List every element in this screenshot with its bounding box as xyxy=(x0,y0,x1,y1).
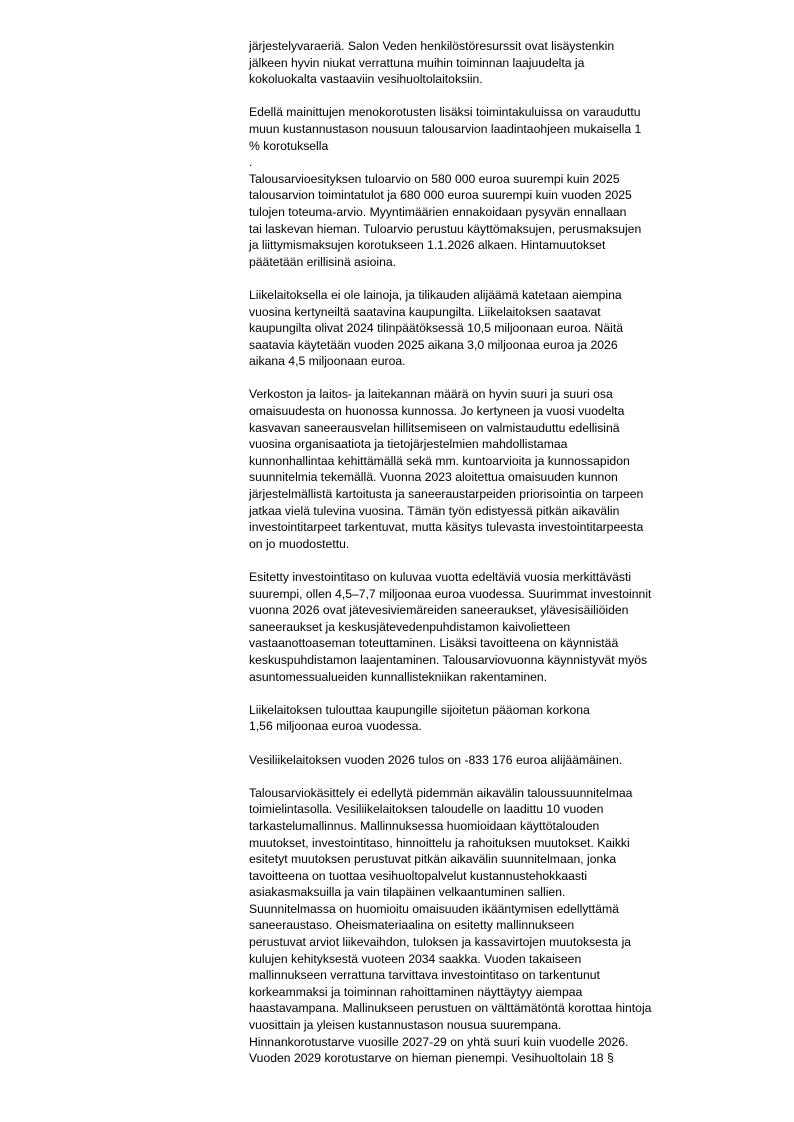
text-line: kaupungilta olivat 2024 tilinpäätöksessä 10,5 miljoonaan euroa. Näitä xyxy=(249,321,623,336)
text-line: tavoitteena on tuottaa vesihuoltopalvelut kustannustehokkaasti xyxy=(249,868,588,883)
text-line: korkeammaksi ja toiminnan rahoittaminen näyttäytyy aiempaa xyxy=(249,984,583,999)
paragraph xyxy=(249,104,741,270)
text-line: kunnonhallintaa kehittämällä sekä mm. kuntoarvioita ja kunnossapidon xyxy=(249,453,630,468)
text-line: jatkaa vielä tulevina vuosina. Tämän työn edistyessä pitkän aikavälin xyxy=(249,503,620,518)
text-line: Verkoston ja laitos- ja laitekannan määrä on hyvin suuri ja suuri osa xyxy=(249,387,613,402)
paragraph xyxy=(249,38,741,88)
paragraph xyxy=(249,785,741,1067)
text-line: omaisuudesta on huonossa kunnossa. Jo kertyneen ja vuosi vuodelta xyxy=(249,404,625,419)
text-line: aikana 4,5 miljoonaan euroa. xyxy=(249,354,406,369)
text-line: 1,56 miljoonaa euroa vuodessa. xyxy=(249,719,422,734)
paragraph xyxy=(249,287,741,370)
text-line: kulujen kehityksestä vuoteen 2034 saakka. Vuoden takaiseen xyxy=(249,951,582,966)
text-line: Liikelaitoksella ei ole lainoja, ja tilikauden alijäämä katetaan aiempina xyxy=(249,287,622,302)
text-line: vuosittain ja yleisen kustannustason nousua suurempana. xyxy=(249,1018,562,1033)
text-line: kokoluokalta vastaaviin vesihuoltolaitoksiin. xyxy=(249,72,483,87)
text-line: perustuvat arviot liikevaihdon, tuloksen ja kassavirtojen muutoksesta ja xyxy=(249,935,632,950)
paragraph xyxy=(249,752,741,769)
text-line: saneeraustaso. Oheismateriaalina on esitetty mallinnukseen xyxy=(249,918,575,933)
text-line: Suunnitelmassa on huomioitu omaisuuden ikääntymisen edellyttämä xyxy=(249,901,619,916)
text-line: suurempi, ollen 4,5–7,7 miljoonaa euroa vuodessa. Suurimmat investoinnit xyxy=(249,586,652,601)
text-line: vuosina kertyneiltä saatavina kaupungilta. Liikelaitoksen saatavat xyxy=(249,304,601,319)
text-line: Liikelaitoksen tulouttaa kaupungille sijoitetun pääoman korkona xyxy=(249,702,590,717)
text-line: toimielintasolla. Vesiliikelaitoksen taloudelle on laadittu 10 vuoden xyxy=(249,802,604,817)
paragraph xyxy=(249,386,741,552)
text-line: talousarvion toimintatulot ja 680 000 euroa suurempi kuin vuoden 2025 xyxy=(249,188,632,203)
text-line: kasvavan saneerausvelan hillitsemiseen on valmistauduttu edellisinä xyxy=(249,420,620,435)
text-line: jälkeen hyvin niukat verrattuna muihin toiminnan laajuudelta ja xyxy=(249,55,585,70)
text-line: mallinnukseen verrattuna tarvittava investointitaso on tarkentunut xyxy=(249,968,600,983)
text-line: saatavia käytetään vuoden 2025 aikana 3,0 miljoonaa euroa ja 2026 xyxy=(249,337,618,352)
text-line: % korotuksella xyxy=(249,138,329,153)
text-line: vuonna 2026 ovat jätevesiviemäreiden saneeraukset, ylävesisäiliöiden xyxy=(249,603,629,618)
text-line: Talousarviokäsittely ei edellytä pidemmän aikavälin taloussuunnitelmaa xyxy=(249,785,633,800)
text-line: suunnitelmia tekemällä. Vuonna 2023 aloitettua omaisuuden kunnon xyxy=(249,470,618,485)
text-line: tulojen toteuma-arvio. Myyntimäärien ennakoidaan pysyvän ennallaan xyxy=(249,204,627,219)
text-line: esitetyt muutoksen perustuvat pitkän aikavälin suunnitelmaan, jonka xyxy=(249,852,617,867)
text-line: investointitarpeet tarkentuvat, mutta käsitys tulevasta investointitarpeesta xyxy=(249,520,644,535)
text-line: Esitetty investointitaso on kuluvaa vuotta edeltäviä vuosia merkittävästi xyxy=(249,570,632,584)
text-line: muutokset, investointitaso, hinnoittelu ja rahoituksen muutokset. Kaikki xyxy=(249,835,630,850)
text-line: tai laskevan hieman. Tuloarvio perustuu käyttömaksujen, perusmaksujen xyxy=(249,221,642,236)
paragraph xyxy=(249,569,741,685)
text-line: asiakasmaksuilla ja vain tilapäinen velkaantuminen sallien. xyxy=(249,885,566,900)
text-line: tarkastelumallinnus. Mallinnuksessa huomioidaan käyttötalouden xyxy=(249,818,600,833)
text-line: keskuspuhdistamon laajentaminen. Talousarviovuonna käynnistyvät myös xyxy=(249,652,648,667)
text-line: Talousarvioesityksen tuloarvio on 580 000 euroa suurempi kuin 2025 xyxy=(249,171,620,186)
text-line: vuosina organisaatiota ja tietojärjestelmien mahdollistamaa xyxy=(249,437,568,452)
text-line: Vesiliikelaitoksen vuoden 2026 tulos on -833 176 euroa alijäämäinen. xyxy=(249,752,623,767)
text-line: Hinnankorotustarve vuosille 2027-29 on yhtä suuri kuin vuodelle 2026. xyxy=(249,1034,629,1049)
text-line: ja liittymismaksujen korotukseen 1.1.2026 alkaen. Hintamuutokset xyxy=(249,238,606,253)
text-line: haastavampana. Mallinukseen perustuen on välttämätöntä korottaa hintoja xyxy=(249,1001,652,1016)
text-line: muun kustannustason nousuun talousarvion laadintaohjeen mukaisella 1 xyxy=(249,121,642,136)
text-line: saneeraukset ja keskusjätevedenpuhdistamon kaivolietteen xyxy=(249,619,571,634)
text-column xyxy=(249,38,741,1083)
paragraph xyxy=(249,702,741,735)
text-line: Vuoden 2029 korotustarve on hieman pienempi. Vesihuoltolain 18 § xyxy=(249,1051,614,1066)
text-line: vastaanottoaseman toteuttaminen. Lisäksi tavoitteena on käynnistää xyxy=(249,636,619,651)
text-line: järjestelmällistä kartoitusta ja saneeraustarpeiden priorisointia on tarpeen xyxy=(249,487,644,502)
text-line: . xyxy=(249,155,253,170)
text-line: järjestelyvaraeriä. Salon Veden henkilöstöresurssit ovat lisäystenkin xyxy=(249,39,615,53)
text-line: on jo muodostettu. xyxy=(249,536,350,551)
text-line: asuntomessualueiden kunnallistekniikan rakentaminen. xyxy=(249,669,548,684)
text-line: Edellä mainittujen menokorotusten lisäksi toimintakuluissa on varauduttu xyxy=(249,105,641,120)
text-line: päätetään erillisinä asioina. xyxy=(249,254,397,269)
